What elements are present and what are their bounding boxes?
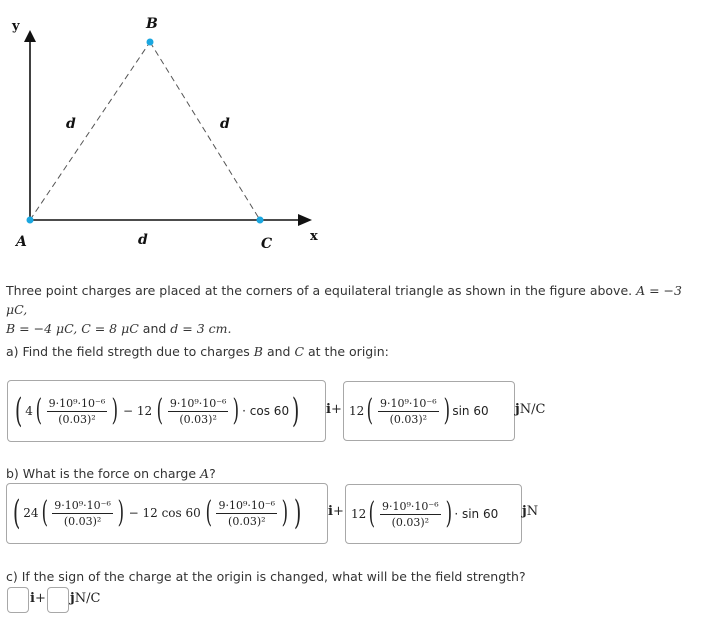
i-unit: i [30,591,35,606]
part-b-j-input[interactable] [345,484,522,544]
point-a [27,217,34,224]
part-b-i-input[interactable] [6,483,328,544]
part-a-and: and [266,344,291,359]
part-a-fraction-1 [47,397,108,426]
j-unit: j [522,504,527,519]
paren-close: ) [292,391,300,431]
unit-label: N/C [519,402,546,417]
fraction-num: 9·10⁹·10⁻⁶ [48,396,106,410]
y-axis-arrow [24,30,36,42]
part-c-j-unit-row [70,591,100,606]
part-c-question: c) If the sign of the charge at the origin is changed, what will be the field strength? [6,569,526,584]
fraction-num: 9·10⁹·10⁻⁶ [169,396,227,410]
problem-statement [6,281,701,338]
fraction-den: (0.03)² [63,514,102,528]
unit-label: N/C [74,591,101,606]
part-a-i-unit-row [326,402,342,417]
unit-label: N [526,504,539,519]
triangle-figure [0,4,331,262]
part-b-j-coeff: 12 [351,507,367,521]
paren-close: ) [233,393,240,428]
part-b-i-coeff: 24 [23,506,39,520]
fraction-den: (0.03)² [228,514,266,528]
plus-sign: + [332,504,344,519]
part-a-minus-coeff: − 12 [122,404,153,418]
part-b-minus: − 12 cos 60 [128,506,201,520]
fraction-den: (0.03)² [389,412,428,426]
fraction-den: (0.03)² [58,412,96,426]
paren-close: ) [445,496,452,531]
part-a-c: C [294,344,305,359]
paren-open: ( [41,495,48,530]
paren-close: ) [117,495,124,530]
part-b-question [6,464,216,483]
part-b-j-unit-row [522,504,538,519]
part-a-i-coeff: 4 [25,404,33,418]
part-a-suffix: at the origin: [308,344,389,359]
j-unit: j [70,591,75,606]
figure-svg [0,4,331,262]
paren-close: ) [281,495,289,530]
label-c: C [261,236,273,252]
label-d-right: d [220,116,230,132]
part-b-fraction-1 [52,499,113,528]
part-c-i-unit-row [30,591,46,606]
x-axis-arrow [298,214,312,226]
paren-open: ( [12,493,21,533]
i-unit: i [328,504,333,519]
label-d-left: d [66,116,76,132]
part-a-j-coeff: 12 [349,404,365,418]
intro-d: d = 3 cm. [170,321,232,336]
paren-close: ) [111,393,119,428]
side-ab [30,42,150,220]
part-b-text: b) What is the force on charge [6,466,197,481]
intro-math2: B = −4 μC, C = 8 μC [6,321,139,336]
paren-open: ( [156,393,164,428]
plus-sign: + [330,402,342,417]
label-a: A [16,234,27,250]
intro-and: and [142,321,167,336]
part-a-j-input[interactable] [343,381,515,441]
side-bc [150,42,260,220]
part-b-sin: · sin 60 [454,507,499,521]
paren-open: ( [205,495,212,530]
paren-open: ( [14,391,23,431]
fraction-num: 9·10⁹·10⁻⁶ [218,498,276,512]
part-a-i-input[interactable] [7,380,326,442]
x-axis-label: x [310,229,318,244]
part-b-fraction-2 [216,499,277,528]
paren-open: ( [35,393,42,428]
part-b-end: ? [209,466,216,481]
paren-open: ( [366,393,374,428]
part-b-fraction-3 [380,500,441,529]
part-a-prefix: a) Find the field stregth due to charges [6,344,250,359]
label-d-bottom: d [138,232,148,248]
part-a-fraction-3 [378,397,439,426]
paren-open: ( [368,496,376,531]
part-b-a: A [200,466,210,481]
paren-close: ) [443,393,450,428]
part-a-j-unit-row [515,402,545,417]
intro-math1: A = −3 μC, [6,283,682,317]
fraction-num: 9·10⁹·10⁻⁶ [54,498,111,512]
part-a-sin: sin 60 [452,404,489,418]
fraction-num: 9·10⁹·10⁻⁶ [382,499,439,513]
fraction-den: (0.03)² [179,412,217,426]
part-c-j-input[interactable] [47,587,69,613]
i-unit: i [326,402,331,417]
part-a-cos: · cos 60 [242,404,290,418]
point-c [257,217,264,224]
intro-line1: Three point charges are placed at the corners of a equilateral triangle as shown in the figure above. [6,283,633,298]
fraction-num: 9·10⁹·10⁻⁶ [380,396,437,410]
part-a-fraction-2 [168,397,229,426]
part-a-question [6,342,389,361]
label-b: B [146,16,158,32]
y-axis-label: y [12,19,20,34]
j-unit: j [515,402,520,417]
fraction-den: (0.03)² [391,515,430,529]
part-c-i-input[interactable] [7,587,29,613]
paren-close: ) [293,493,302,533]
part-a-b: B [253,344,263,359]
plus-sign: + [34,591,46,606]
point-b [147,39,154,46]
part-b-i-unit-row [328,504,344,519]
